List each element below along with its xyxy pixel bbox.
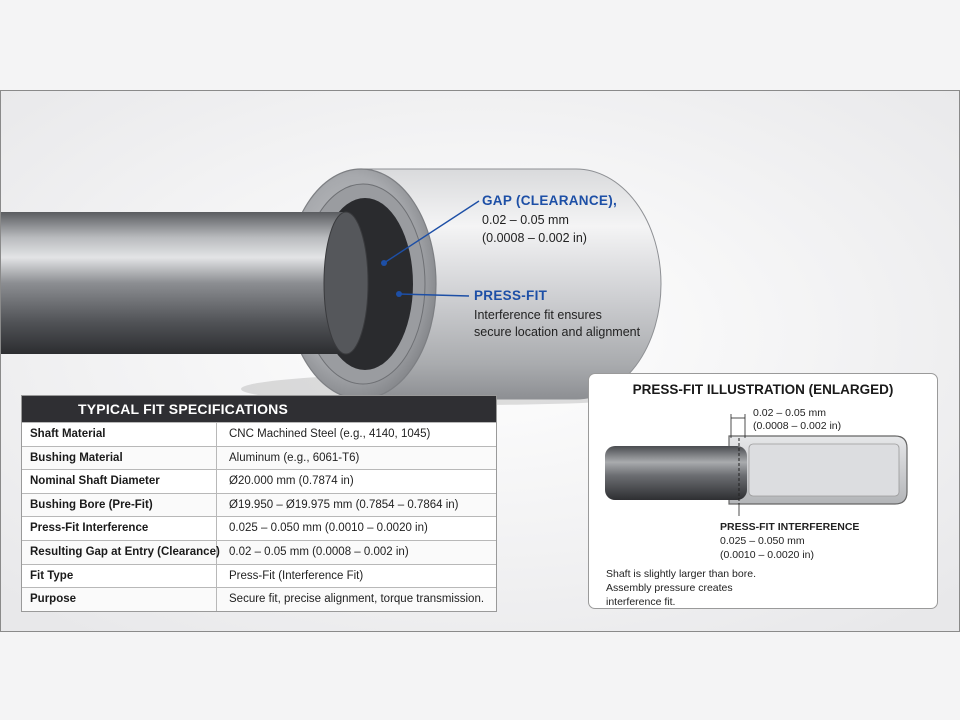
enlarged-bore	[749, 444, 899, 496]
spec-value: Secure fit, precise alignment, torque transmission.	[229, 593, 485, 606]
spec-label: Nominal Shaft Diameter	[22, 470, 217, 493]
spec-label: Press-Fit Interference	[22, 517, 217, 540]
enlarged-illustration-panel	[588, 373, 938, 609]
spec-value: Ø20.000 mm (0.7874 in)	[229, 475, 354, 488]
spec-label: Bushing Material	[22, 447, 217, 470]
note-line1: Shaft is slightly larger than bore.	[606, 568, 756, 580]
enlarged-shaft	[605, 446, 747, 500]
spec-label: Bushing Bore (Pre-Fit)	[22, 494, 217, 517]
table-row	[22, 422, 496, 446]
pressfit-leader-dot	[396, 291, 402, 297]
interference-line1: 0.025 – 0.050 mm	[720, 535, 805, 547]
gap-callout-title: GAP (CLEARANCE),	[482, 193, 618, 208]
spec-value: Press-Fit (Interference Fit)	[229, 569, 364, 582]
table-row	[22, 446, 496, 470]
pressfit-callout-line1: Interference fit ensures	[474, 308, 602, 322]
spec-label: Fit Type	[22, 565, 217, 588]
enlarged-gap-line1: 0.02 – 0.05 mm	[753, 407, 826, 419]
enlarged-gap-line2: (0.0008 – 0.002 in)	[753, 420, 842, 432]
spec-table-heading: TYPICAL FIT SPECIFICATIONS	[22, 396, 496, 422]
table-row	[22, 516, 496, 540]
enlarged-title: PRESS-FIT ILLUSTRATION (ENLARGED)	[632, 382, 894, 397]
interference-title: PRESS-FIT INTERFERENCE	[720, 521, 860, 533]
spec-value: 0.025 – 0.050 mm (0.0010 – 0.0020 in)	[229, 522, 428, 535]
note-line2: Assembly pressure creates	[606, 582, 733, 594]
note-line3: interference fit.	[606, 596, 676, 608]
diagram-frame	[0, 90, 960, 632]
shaft-end	[324, 212, 368, 354]
fit-spec-table	[21, 395, 497, 612]
gap-callout-line2: (0.0008 – 0.002 in)	[482, 231, 587, 245]
spec-label: Purpose	[22, 588, 217, 611]
gap-leader-dot	[381, 260, 387, 266]
gap-callout-line1: 0.02 – 0.05 mm	[482, 213, 569, 227]
spec-value: 0.02 – 0.05 mm (0.0008 – 0.002 in)	[229, 545, 409, 558]
spec-value: CNC Machined Steel (e.g., 4140, 1045)	[229, 428, 431, 440]
interference-line2: (0.0010 – 0.0020 in)	[720, 549, 814, 561]
steel-shaft	[1, 212, 346, 354]
pressfit-callout-line2: secure location and alignment	[474, 325, 641, 339]
table-row	[22, 564, 496, 588]
spec-value: Ø19.950 – Ø19.975 mm (0.7854 – 0.7864 in)	[229, 498, 459, 511]
table-row	[22, 493, 496, 517]
table-row	[22, 587, 496, 611]
pressfit-callout-title: PRESS-FIT	[474, 288, 548, 303]
table-row	[22, 540, 496, 564]
spec-label: Shaft Material	[22, 423, 217, 446]
spec-label: Resulting Gap at Entry (Clearance)	[22, 541, 217, 564]
spec-value: Aluminum (e.g., 6061-T6)	[229, 451, 360, 464]
table-row	[22, 469, 496, 493]
